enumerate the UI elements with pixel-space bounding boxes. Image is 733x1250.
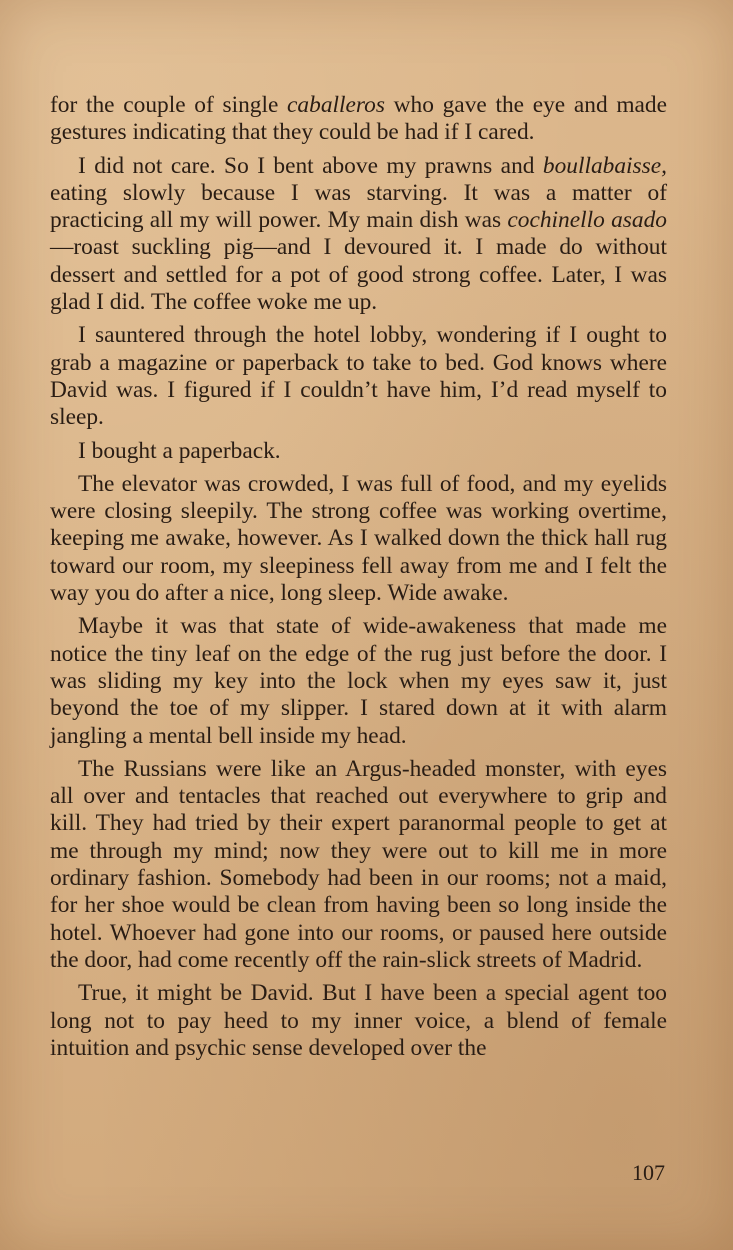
paragraph-2-text-c: —roast suckling pig—and I devoured it. I made do without dessert and settled for a pot of good strong coffee. Later, I was glad I did. The coffee woke me up. <box>50 234 667 316</box>
body-text <box>50 92 667 1062</box>
paragraph-7: The Russians were like an Argus-headed monster, with eyes all over and tentacles that reached out everywhere to grip and kill. They had tried by their expert paranormal people to get at me through my mind; now they were out to kill me in more ordinary fashion. Somebody had been in our rooms; not a maid, for her shoe would be clean from having been so long inside the hotel. Whoever had gone into our rooms, or paused here outside the door, had come recently off the rain-slick streets of Madrid. <box>50 755 667 973</box>
paragraph-1-text-b: who gave the eye and made gestures indicating that they could be had if I cared. <box>50 92 668 146</box>
paragraph-3: I sauntered through the hotel lobby, wondering if I ought to grab a magazine or paperback to take to bed. God knows where David was. I figured if I couldn’t have him, I’d read myself to sleep. <box>50 322 667 431</box>
paragraph-5: The elevator was crowded, I was full of food, and my eyelids were closing sleepily. The strong coffee was working overtime, keeping me awake, however. As I walked down the thick hall rug toward our room, my sleepiness fell away from me and I felt the way you do after a nice, long sleep. Wide awake. <box>50 470 667 607</box>
paragraph-1 <box>50 92 667 147</box>
paragraph-8: True, it might be David. But I have been a special agent too long not to pay heed to my inner voice, a blend of female intuition and psychic sense developed over the <box>50 980 667 1061</box>
page-number: 107 <box>632 1160 665 1185</box>
paragraph-2-text-b: eating slowly because I was starving. It was a matter of practicing all my will power. My main dish was <box>50 179 667 234</box>
paragraph-1-text-a: for the couple of single <box>50 92 288 118</box>
paragraph-2-text-a: I did not care. So I bent above my prawns and <box>78 152 543 179</box>
paragraph-2 <box>50 153 667 317</box>
paragraph-2-italic-cochinello-asado: cochinello asado <box>507 207 667 234</box>
paragraph-2-italic-bouillabaisse: boullabaisse, <box>542 152 667 179</box>
paragraph-1-italic-caballeros: caballeros <box>287 92 385 118</box>
paragraph-4: I bought a paperback. <box>78 437 281 464</box>
paragraph-6: Maybe it was that state of wide-awakeness that made me notice the tiny leaf on the edge of the rug just before the door. I was sliding my key into the lock when my eyes saw it, just beyond the toe of my slipper. I stared down at it with alarm jangling a mental bell inside my head. <box>50 613 667 749</box>
